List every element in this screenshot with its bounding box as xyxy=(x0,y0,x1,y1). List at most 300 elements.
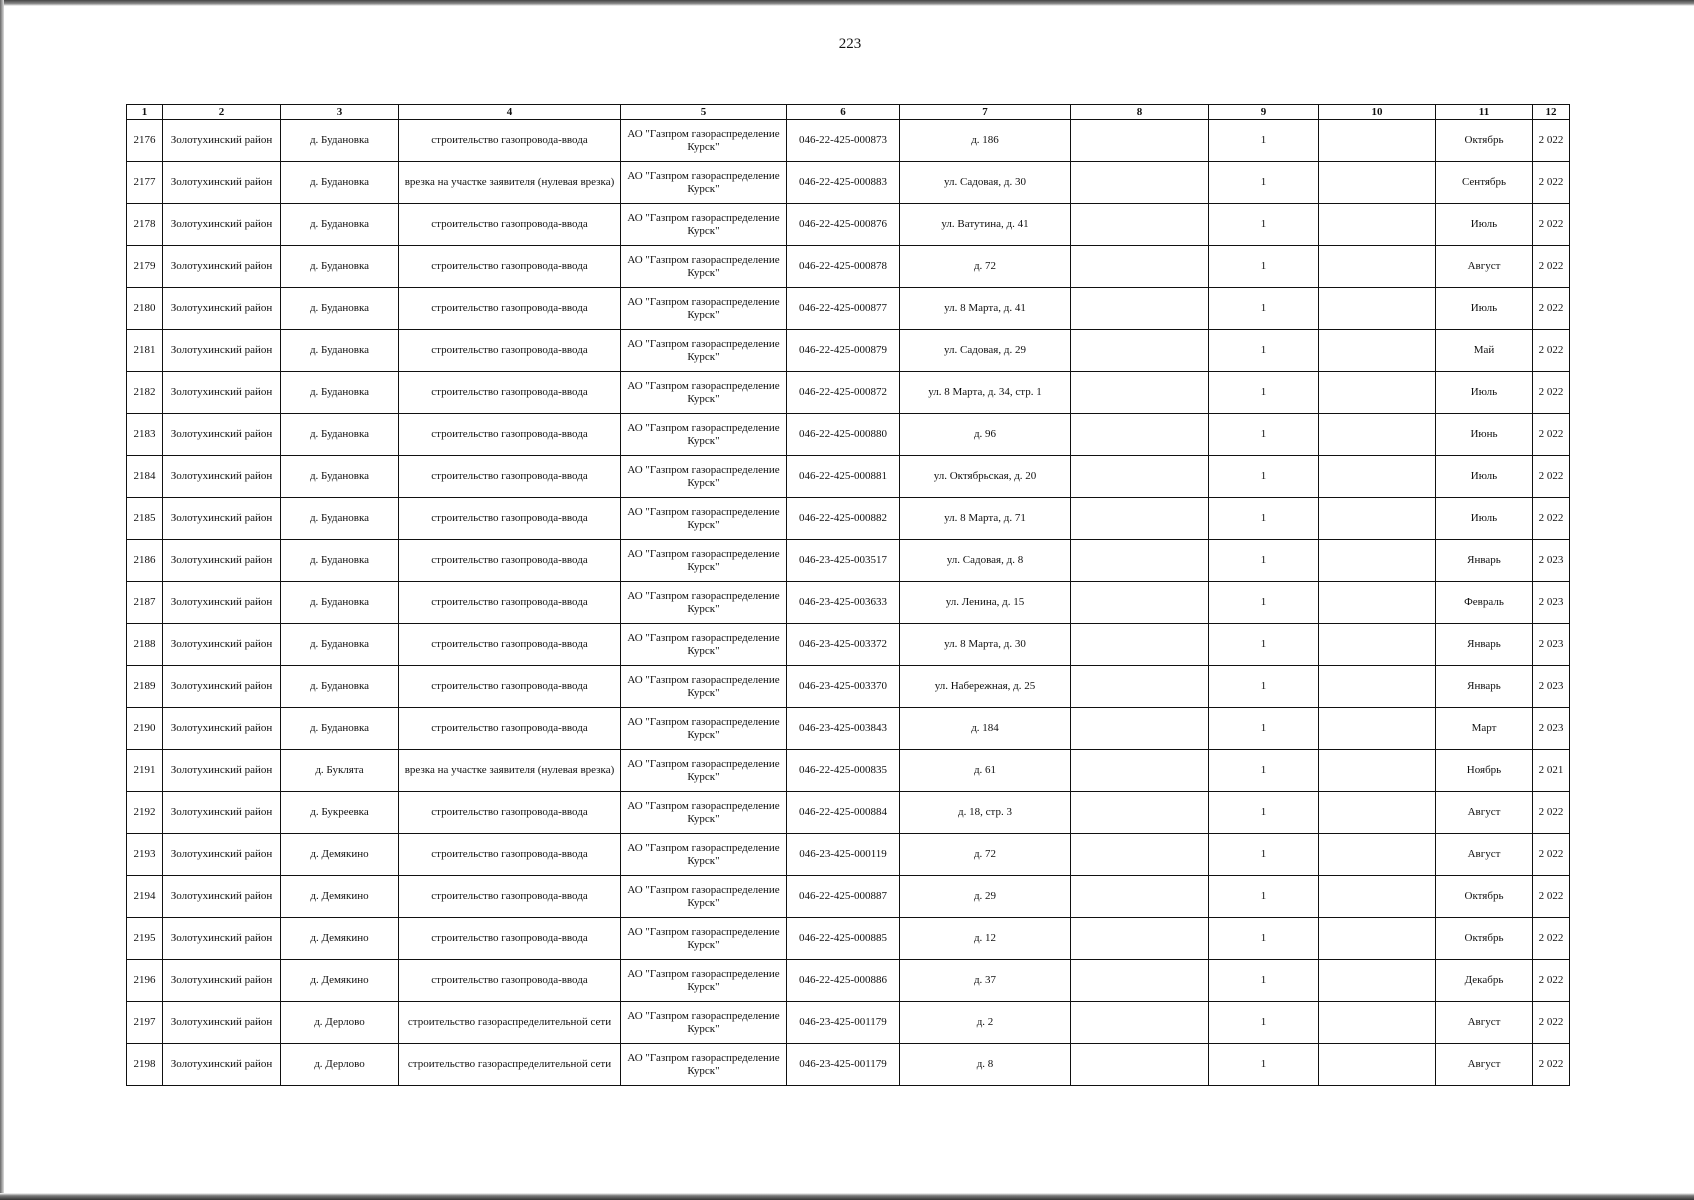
object-code-cell: 046-23-425-001179 xyxy=(787,1002,900,1044)
district-cell: Золотухинский район xyxy=(163,1044,281,1086)
table-row xyxy=(127,456,1570,498)
row-number: 2197 xyxy=(127,1002,163,1044)
month-cell: Июнь xyxy=(1436,414,1533,456)
address-cell: ул. Ленина, д. 15 xyxy=(900,582,1071,624)
year-cell: 2 023 xyxy=(1533,540,1570,582)
column-10-cell xyxy=(1319,876,1436,918)
month-cell: Ноябрь xyxy=(1436,750,1533,792)
organization-cell: АО "Газпром газораспределение Курск" xyxy=(621,498,787,540)
column-8-cell xyxy=(1071,666,1209,708)
year-cell: 2 023 xyxy=(1533,582,1570,624)
scan-edge-bottom xyxy=(0,1193,1694,1200)
month-cell: Декабрь xyxy=(1436,960,1533,1002)
settlement-cell: д. Демякино xyxy=(281,876,399,918)
year-cell: 2 021 xyxy=(1533,750,1570,792)
district-cell: Золотухинский район xyxy=(163,456,281,498)
district-cell: Золотухинский район xyxy=(163,246,281,288)
organization-cell: АО "Газпром газораспределение Курск" xyxy=(621,750,787,792)
settlement-cell: д. Будановка xyxy=(281,540,399,582)
table-row xyxy=(127,624,1570,666)
column-8-cell xyxy=(1071,708,1209,750)
address-cell: д. 2 xyxy=(900,1002,1071,1044)
month-cell: Июль xyxy=(1436,372,1533,414)
column-8-cell xyxy=(1071,1002,1209,1044)
address-cell: д. 37 xyxy=(900,960,1071,1002)
organization-cell: АО "Газпром газораспределение Курск" xyxy=(621,414,787,456)
address-cell: д. 61 xyxy=(900,750,1071,792)
column-8-cell xyxy=(1071,414,1209,456)
object-code-cell: 046-22-425-000881 xyxy=(787,456,900,498)
month-cell: Январь xyxy=(1436,624,1533,666)
organization-cell: АО "Газпром газораспределение Курск" xyxy=(621,834,787,876)
settlement-cell: д. Будановка xyxy=(281,498,399,540)
settlement-cell: д. Демякино xyxy=(281,918,399,960)
address-cell: ул. Ватутина, д. 41 xyxy=(900,204,1071,246)
row-number: 2193 xyxy=(127,834,163,876)
table-row xyxy=(127,876,1570,918)
settlement-cell: д. Будановка xyxy=(281,120,399,162)
row-number: 2181 xyxy=(127,330,163,372)
district-cell: Золотухинский район xyxy=(163,414,281,456)
address-cell: д. 96 xyxy=(900,414,1071,456)
work-type-cell: строительство газопровода-ввода xyxy=(399,540,621,582)
object-code-cell: 046-22-425-000886 xyxy=(787,960,900,1002)
column-10-cell xyxy=(1319,372,1436,414)
address-cell: д. 186 xyxy=(900,120,1071,162)
column-8-cell xyxy=(1071,330,1209,372)
row-number: 2189 xyxy=(127,666,163,708)
table-row xyxy=(127,708,1570,750)
column-header: 9 xyxy=(1209,105,1319,120)
district-cell: Золотухинский район xyxy=(163,750,281,792)
column-10-cell xyxy=(1319,1002,1436,1044)
row-number: 2196 xyxy=(127,960,163,1002)
settlement-cell: д. Демякино xyxy=(281,834,399,876)
object-code-cell: 046-22-425-000884 xyxy=(787,792,900,834)
object-code-cell: 046-22-425-000878 xyxy=(787,246,900,288)
settlement-cell: д. Будановка xyxy=(281,708,399,750)
month-cell: Февраль xyxy=(1436,582,1533,624)
column-10-cell xyxy=(1319,330,1436,372)
object-code-cell: 046-22-425-000885 xyxy=(787,918,900,960)
year-cell: 2 023 xyxy=(1533,708,1570,750)
column-header: 11 xyxy=(1436,105,1533,120)
row-number: 2182 xyxy=(127,372,163,414)
organization-cell: АО "Газпром газораспределение Курск" xyxy=(621,120,787,162)
district-cell: Золотухинский район xyxy=(163,582,281,624)
quantity-cell: 1 xyxy=(1209,582,1319,624)
row-number: 2188 xyxy=(127,624,163,666)
year-cell: 2 022 xyxy=(1533,792,1570,834)
settlement-cell: д. Демякино xyxy=(281,960,399,1002)
table-row xyxy=(127,582,1570,624)
work-type-cell: строительство газопровода-ввода xyxy=(399,666,621,708)
district-cell: Золотухинский район xyxy=(163,1002,281,1044)
row-number: 2192 xyxy=(127,792,163,834)
work-type-cell: строительство газопровода-ввода xyxy=(399,792,621,834)
quantity-cell: 1 xyxy=(1209,918,1319,960)
year-cell: 2 022 xyxy=(1533,918,1570,960)
table-row xyxy=(127,204,1570,246)
quantity-cell: 1 xyxy=(1209,162,1319,204)
work-type-cell: строительство газораспределительной сети xyxy=(399,1002,621,1044)
year-cell: 2 022 xyxy=(1533,414,1570,456)
column-8-cell xyxy=(1071,288,1209,330)
registry-table xyxy=(126,104,1570,1086)
column-10-cell xyxy=(1319,960,1436,1002)
organization-cell: АО "Газпром газораспределение Курск" xyxy=(621,330,787,372)
object-code-cell: 046-22-425-000880 xyxy=(787,414,900,456)
row-number: 2184 xyxy=(127,456,163,498)
object-code-cell: 046-22-425-000877 xyxy=(787,288,900,330)
quantity-cell: 1 xyxy=(1209,120,1319,162)
column-8-cell xyxy=(1071,876,1209,918)
organization-cell: АО "Газпром газораспределение Курск" xyxy=(621,666,787,708)
year-cell: 2 022 xyxy=(1533,246,1570,288)
year-cell: 2 022 xyxy=(1533,456,1570,498)
column-8-cell xyxy=(1071,456,1209,498)
district-cell: Золотухинский район xyxy=(163,288,281,330)
page-number: 223 xyxy=(838,36,862,52)
address-cell: ул. 8 Марта, д. 71 xyxy=(900,498,1071,540)
work-type-cell: строительство газопровода-ввода xyxy=(399,876,621,918)
organization-cell: АО "Газпром газораспределение Курск" xyxy=(621,1044,787,1086)
address-cell: ул. Набережная, д. 25 xyxy=(900,666,1071,708)
column-header: 6 xyxy=(787,105,900,120)
quantity-cell: 1 xyxy=(1209,666,1319,708)
settlement-cell: д. Будановка xyxy=(281,288,399,330)
organization-cell: АО "Газпром газораспределение Курск" xyxy=(621,246,787,288)
column-8-cell xyxy=(1071,372,1209,414)
work-type-cell: строительство газопровода-ввода xyxy=(399,582,621,624)
table-row xyxy=(127,918,1570,960)
object-code-cell: 046-23-425-003843 xyxy=(787,708,900,750)
work-type-cell: строительство газопровода-ввода xyxy=(399,414,621,456)
quantity-cell: 1 xyxy=(1209,246,1319,288)
year-cell: 2 022 xyxy=(1533,498,1570,540)
column-8-cell xyxy=(1071,498,1209,540)
month-cell: Январь xyxy=(1436,540,1533,582)
column-10-cell xyxy=(1319,540,1436,582)
address-cell: д. 72 xyxy=(900,246,1071,288)
district-cell: Золотухинский район xyxy=(163,666,281,708)
settlement-cell: д. Будановка xyxy=(281,414,399,456)
table-row xyxy=(127,246,1570,288)
address-cell: ул. 8 Марта, д. 30 xyxy=(900,624,1071,666)
month-cell: Июль xyxy=(1436,288,1533,330)
row-number: 2177 xyxy=(127,162,163,204)
object-code-cell: 046-23-425-003370 xyxy=(787,666,900,708)
table-row xyxy=(127,330,1570,372)
column-header: 12 xyxy=(1533,105,1570,120)
address-cell: ул. Октябрьская, д. 20 xyxy=(900,456,1071,498)
column-10-cell xyxy=(1319,792,1436,834)
scan-edge-top xyxy=(0,0,1694,6)
district-cell: Золотухинский район xyxy=(163,540,281,582)
month-cell: Октябрь xyxy=(1436,120,1533,162)
settlement-cell: д. Будановка xyxy=(281,246,399,288)
work-type-cell: строительство газопровода-ввода xyxy=(399,330,621,372)
month-cell: Январь xyxy=(1436,666,1533,708)
work-type-cell: строительство газопровода-ввода xyxy=(399,498,621,540)
quantity-cell: 1 xyxy=(1209,204,1319,246)
settlement-cell: д. Будановка xyxy=(281,666,399,708)
settlement-cell: д. Буклята xyxy=(281,750,399,792)
object-code-cell: 046-22-425-000883 xyxy=(787,162,900,204)
work-type-cell: врезка на участке заявителя (нулевая врезка) xyxy=(399,750,621,792)
table-body xyxy=(127,120,1570,1086)
table-row xyxy=(127,162,1570,204)
column-10-cell xyxy=(1319,120,1436,162)
work-type-cell: строительство газопровода-ввода xyxy=(399,288,621,330)
month-cell: Июль xyxy=(1436,204,1533,246)
object-code-cell: 046-23-425-003517 xyxy=(787,540,900,582)
quantity-cell: 1 xyxy=(1209,330,1319,372)
row-number: 2178 xyxy=(127,204,163,246)
address-cell: ул. 8 Марта, д. 34, стр. 1 xyxy=(900,372,1071,414)
column-8-cell xyxy=(1071,960,1209,1002)
organization-cell: АО "Газпром газораспределение Курск" xyxy=(621,1002,787,1044)
work-type-cell: строительство газопровода-ввода xyxy=(399,918,621,960)
quantity-cell: 1 xyxy=(1209,792,1319,834)
object-code-cell: 046-22-425-000879 xyxy=(787,330,900,372)
district-cell: Золотухинский район xyxy=(163,876,281,918)
object-code-cell: 046-22-425-000873 xyxy=(787,120,900,162)
object-code-cell: 046-22-425-000835 xyxy=(787,750,900,792)
column-10-cell xyxy=(1319,834,1436,876)
column-header: 5 xyxy=(621,105,787,120)
year-cell: 2 022 xyxy=(1533,834,1570,876)
quantity-cell: 1 xyxy=(1209,414,1319,456)
column-header: 7 xyxy=(900,105,1071,120)
organization-cell: АО "Газпром газораспределение Курск" xyxy=(621,708,787,750)
settlement-cell: д. Будановка xyxy=(281,624,399,666)
address-cell: д. 29 xyxy=(900,876,1071,918)
object-code-cell: 046-22-425-000887 xyxy=(787,876,900,918)
address-cell: д. 8 xyxy=(900,1044,1071,1086)
column-10-cell xyxy=(1319,288,1436,330)
row-number: 2191 xyxy=(127,750,163,792)
organization-cell: АО "Газпром газораспределение Курск" xyxy=(621,372,787,414)
column-8-cell xyxy=(1071,834,1209,876)
settlement-cell: д. Будановка xyxy=(281,582,399,624)
quantity-cell: 1 xyxy=(1209,708,1319,750)
year-cell: 2 022 xyxy=(1533,1044,1570,1086)
object-code-cell: 046-22-425-000882 xyxy=(787,498,900,540)
table-row xyxy=(127,792,1570,834)
row-number: 2183 xyxy=(127,414,163,456)
work-type-cell: строительство газопровода-ввода xyxy=(399,204,621,246)
quantity-cell: 1 xyxy=(1209,624,1319,666)
year-cell: 2 022 xyxy=(1533,1002,1570,1044)
month-cell: Сентябрь xyxy=(1436,162,1533,204)
organization-cell: АО "Газпром газораспределение Курск" xyxy=(621,540,787,582)
scan-edge-left xyxy=(0,0,4,1200)
month-cell: Август xyxy=(1436,792,1533,834)
organization-cell: АО "Газпром газораспределение Курск" xyxy=(621,456,787,498)
address-cell: д. 72 xyxy=(900,834,1071,876)
column-8-cell xyxy=(1071,624,1209,666)
address-cell: ул. Садовая, д. 8 xyxy=(900,540,1071,582)
column-8-cell xyxy=(1071,246,1209,288)
quantity-cell: 1 xyxy=(1209,498,1319,540)
quantity-cell: 1 xyxy=(1209,876,1319,918)
column-10-cell xyxy=(1319,414,1436,456)
table-header xyxy=(127,105,1570,120)
quantity-cell: 1 xyxy=(1209,960,1319,1002)
district-cell: Золотухинский район xyxy=(163,330,281,372)
month-cell: Август xyxy=(1436,1044,1533,1086)
quantity-cell: 1 xyxy=(1209,288,1319,330)
address-cell: ул. 8 Марта, д. 41 xyxy=(900,288,1071,330)
year-cell: 2 022 xyxy=(1533,288,1570,330)
header-row xyxy=(127,105,1570,120)
column-8-cell xyxy=(1071,204,1209,246)
address-cell: д. 12 xyxy=(900,918,1071,960)
work-type-cell: строительство газораспределительной сети xyxy=(399,1044,621,1086)
month-cell: Октябрь xyxy=(1436,918,1533,960)
column-10-cell xyxy=(1319,708,1436,750)
address-cell: д. 184 xyxy=(900,708,1071,750)
column-header: 10 xyxy=(1319,105,1436,120)
organization-cell: АО "Газпром газораспределение Курск" xyxy=(621,918,787,960)
organization-cell: АО "Газпром газораспределение Курск" xyxy=(621,582,787,624)
settlement-cell: д. Будановка xyxy=(281,330,399,372)
column-10-cell xyxy=(1319,456,1436,498)
object-code-cell: 046-23-425-001179 xyxy=(787,1044,900,1086)
column-10-cell xyxy=(1319,204,1436,246)
column-10-cell xyxy=(1319,498,1436,540)
row-number: 2187 xyxy=(127,582,163,624)
column-10-cell xyxy=(1319,582,1436,624)
quantity-cell: 1 xyxy=(1209,834,1319,876)
object-code-cell: 046-22-425-000876 xyxy=(787,204,900,246)
table-row xyxy=(127,120,1570,162)
work-type-cell: строительство газопровода-ввода xyxy=(399,708,621,750)
object-code-cell: 046-23-425-000119 xyxy=(787,834,900,876)
year-cell: 2 022 xyxy=(1533,876,1570,918)
year-cell: 2 023 xyxy=(1533,624,1570,666)
district-cell: Золотухинский район xyxy=(163,708,281,750)
table-row xyxy=(127,834,1570,876)
quantity-cell: 1 xyxy=(1209,456,1319,498)
column-8-cell xyxy=(1071,918,1209,960)
month-cell: Август xyxy=(1436,834,1533,876)
column-10-cell xyxy=(1319,666,1436,708)
column-10-cell xyxy=(1319,624,1436,666)
object-code-cell: 046-23-425-003633 xyxy=(787,582,900,624)
settlement-cell: д. Будановка xyxy=(281,204,399,246)
quantity-cell: 1 xyxy=(1209,540,1319,582)
year-cell: 2 022 xyxy=(1533,960,1570,1002)
column-8-cell xyxy=(1071,792,1209,834)
quantity-cell: 1 xyxy=(1209,372,1319,414)
table-row xyxy=(127,750,1570,792)
quantity-cell: 1 xyxy=(1209,750,1319,792)
settlement-cell: д. Будановка xyxy=(281,372,399,414)
work-type-cell: врезка на участке заявителя (нулевая врезка) xyxy=(399,162,621,204)
settlement-cell: д. Будановка xyxy=(281,456,399,498)
month-cell: Август xyxy=(1436,246,1533,288)
district-cell: Золотухинский район xyxy=(163,162,281,204)
district-cell: Золотухинский район xyxy=(163,834,281,876)
column-8-cell xyxy=(1071,120,1209,162)
settlement-cell: д. Букреевка xyxy=(281,792,399,834)
district-cell: Золотухинский район xyxy=(163,204,281,246)
column-header: 3 xyxy=(281,105,399,120)
settlement-cell: д. Будановка xyxy=(281,162,399,204)
row-number: 2176 xyxy=(127,120,163,162)
column-10-cell xyxy=(1319,918,1436,960)
table-row xyxy=(127,540,1570,582)
table-row xyxy=(127,372,1570,414)
table-row xyxy=(127,288,1570,330)
work-type-cell: строительство газопровода-ввода xyxy=(399,960,621,1002)
settlement-cell: д. Дерлово xyxy=(281,1044,399,1086)
work-type-cell: строительство газопровода-ввода xyxy=(399,246,621,288)
column-header: 8 xyxy=(1071,105,1209,120)
year-cell: 2 023 xyxy=(1533,666,1570,708)
work-type-cell: строительство газопровода-ввода xyxy=(399,120,621,162)
quantity-cell: 1 xyxy=(1209,1002,1319,1044)
column-8-cell xyxy=(1071,750,1209,792)
month-cell: Октябрь xyxy=(1436,876,1533,918)
district-cell: Золотухинский район xyxy=(163,372,281,414)
month-cell: Август xyxy=(1436,1002,1533,1044)
row-number: 2195 xyxy=(127,918,163,960)
month-cell: Май xyxy=(1436,330,1533,372)
work-type-cell: строительство газопровода-ввода xyxy=(399,456,621,498)
organization-cell: АО "Газпром газораспределение Курск" xyxy=(621,792,787,834)
table-row xyxy=(127,666,1570,708)
table-row xyxy=(127,498,1570,540)
year-cell: 2 022 xyxy=(1533,330,1570,372)
address-cell: ул. Садовая, д. 29 xyxy=(900,330,1071,372)
column-10-cell xyxy=(1319,1044,1436,1086)
year-cell: 2 022 xyxy=(1533,120,1570,162)
column-8-cell xyxy=(1071,540,1209,582)
district-cell: Золотухинский район xyxy=(163,498,281,540)
work-type-cell: строительство газопровода-ввода xyxy=(399,372,621,414)
month-cell: Июль xyxy=(1436,456,1533,498)
organization-cell: АО "Газпром газораспределение Курск" xyxy=(621,876,787,918)
organization-cell: АО "Газпром газораспределение Курск" xyxy=(621,288,787,330)
column-header: 2 xyxy=(163,105,281,120)
district-cell: Золотухинский район xyxy=(163,624,281,666)
year-cell: 2 022 xyxy=(1533,372,1570,414)
table-row xyxy=(127,1002,1570,1044)
column-8-cell xyxy=(1071,582,1209,624)
address-cell: д. 18, стр. 3 xyxy=(900,792,1071,834)
district-cell: Золотухинский район xyxy=(163,792,281,834)
address-cell: ул. Садовая, д. 30 xyxy=(900,162,1071,204)
year-cell: 2 022 xyxy=(1533,204,1570,246)
row-number: 2186 xyxy=(127,540,163,582)
column-10-cell xyxy=(1319,162,1436,204)
organization-cell: АО "Газпром газораспределение Курск" xyxy=(621,624,787,666)
table-row xyxy=(127,960,1570,1002)
organization-cell: АО "Газпром газораспределение Курск" xyxy=(621,960,787,1002)
row-number: 2180 xyxy=(127,288,163,330)
column-8-cell xyxy=(1071,162,1209,204)
work-type-cell: строительство газопровода-ввода xyxy=(399,834,621,876)
row-number: 2194 xyxy=(127,876,163,918)
column-10-cell xyxy=(1319,246,1436,288)
quantity-cell: 1 xyxy=(1209,1044,1319,1086)
month-cell: Июль xyxy=(1436,498,1533,540)
row-number: 2190 xyxy=(127,708,163,750)
organization-cell: АО "Газпром газораспределение Курск" xyxy=(621,204,787,246)
